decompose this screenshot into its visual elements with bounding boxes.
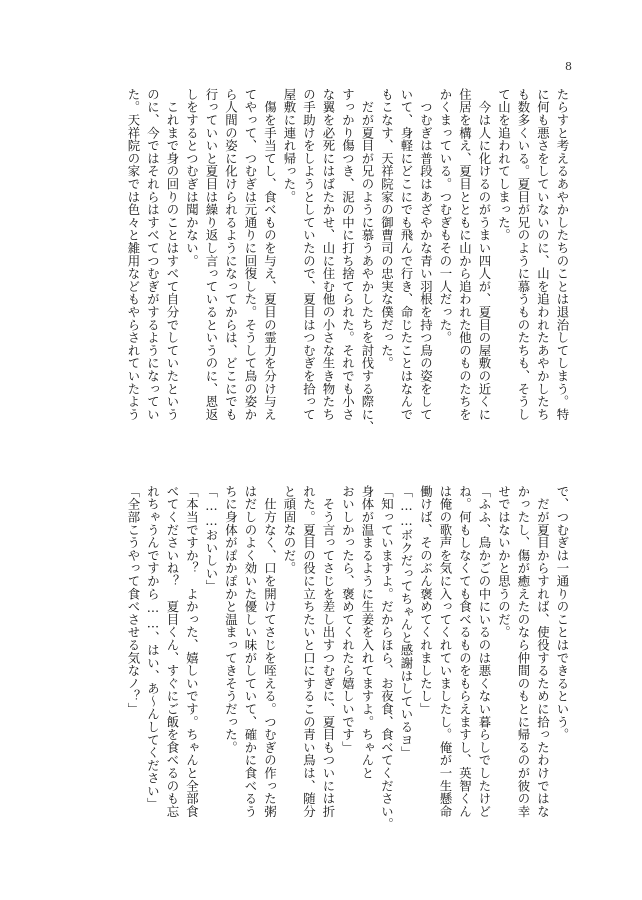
- text-line: で、つむぎは一通りのことはできるという。: [555, 485, 570, 741]
- text-line: 「……おいしい」: [204, 485, 219, 593]
- text-line: も数多くいる。夏目が兄のように慕うものたちも、そうし: [516, 88, 531, 421]
- text-line: しをするとつむぎは聞かない。: [184, 88, 200, 268]
- text-line: ね。何もしなくても食べるものをもらえますし、英智くん: [457, 485, 473, 818]
- lower-text-block: [72, 485, 572, 831]
- text-line: これまで身の回りのことはすべて自分でしていたという: [165, 88, 180, 421]
- text-line: の手助けをしようとしていたので、夏目はつむぎを拾って: [301, 88, 317, 421]
- text-line: いて、身軽にどこにでも飛んで行き、命じたことはなんで: [399, 88, 414, 421]
- text-line: れた。夏目の役に立ちたいと口にするこの青い鳥は、随分: [301, 485, 317, 818]
- text-line: 働けば、そのぶん褒めてくれましたし」: [418, 485, 434, 716]
- text-line: たらすと考えるあやかしたちのことは退治してしまう。特: [555, 88, 570, 421]
- text-line: 今は人に化けるのがうまい四人が、夏目の屋敷の近くに: [477, 88, 492, 421]
- text-line: かくまっている。つむぎもその一人だった。: [438, 88, 453, 344]
- text-line: かったし、傷が癒えたのなら仲間のもとに帰るのが彼の幸: [516, 485, 531, 818]
- text-line: 傷を手当てし、食べものを与え、夏目の霊力を分け与え: [262, 88, 278, 421]
- text-line: と頑固なのだ。: [282, 485, 297, 575]
- text-line: た。天祥院の家では色々と雑用などもやらされていたよう: [126, 88, 141, 421]
- text-line: 「……ボクだってちゃんと感謝はしているヨ」: [399, 485, 414, 759]
- text-line: ちに身体がぽかぽかと温まってきそうだった。: [223, 485, 239, 754]
- text-line: 「知っていますよ。だからほら、お夜食、食べてください。: [379, 485, 395, 831]
- text-line: に何も悪さをしていないのに、山を追われたあやかしたち: [535, 88, 551, 421]
- text-line: な翼を必死にはばたかせ、山に住む他の小さな生き物たち: [321, 88, 336, 421]
- text-line: は俺の歌声を気に入ってくれていましたし。俺が一生懸命: [438, 485, 453, 818]
- text-line: すっかり傷つき、泥の中に打ち捨てられた。それでも小さ: [340, 88, 356, 421]
- text-line: 身体が温まるように生姜を入れてますよ。ちゃんと: [360, 485, 375, 780]
- text-line: だが夏目が兄のように慕うあやかしたちを討伐する際に、: [360, 88, 375, 434]
- text-line: だが夏目からすれば、使役するために拾ったわけではな: [535, 485, 551, 818]
- text-line: れちゃうんですから……、はい、あ～んしてください」: [145, 485, 161, 811]
- text-line: のに、今ではそれらはすべてつむぎがするようになってい: [145, 88, 161, 421]
- text-line: そう言ってさじを差し出すつむぎに、夏目もついには折: [321, 485, 336, 818]
- text-line: つむぎは普段はあざやかな青い羽根を持つ鳥の姿をして: [418, 88, 434, 421]
- text-line: もこなす、天祥院家の御曹司の忠実な僕だった。: [379, 88, 395, 370]
- text-line: 「全部こうやって食べさせる気なノ？」: [126, 485, 141, 716]
- text-line: 住居を構え、夏目とともに山から追われた他のものたちを: [457, 88, 473, 421]
- text-line: べてくださいね？ 夏目くん、すぐにご飯を食べるのも忘: [165, 485, 180, 818]
- text-line: ら人間の姿に化けられるようになってからは、どこにでも: [223, 88, 239, 421]
- text-line: せではないかと思うのだ。: [496, 485, 512, 639]
- text-line: 「本当ですか？ よかった、嬉しいです。ちゃんと全部食: [184, 485, 200, 818]
- text-line: て山を追われてしまった。: [496, 88, 512, 242]
- upper-text-block: [72, 88, 572, 434]
- text-line: 仕方なく、口を開けてさじを咥える。つむぎの作った粥: [262, 485, 278, 818]
- text-line: はだしのよく効いた優しい味がしていて、確かに食べるう: [243, 485, 258, 818]
- text-line: 屋敷に連れ帰った。: [282, 88, 297, 204]
- text-line: 行っていいと夏目は繰り返し言っているというのに、恩返: [204, 88, 219, 421]
- text-line: おいしかったら、褒めてくれたら嬉しいです」: [340, 485, 356, 754]
- text-line: てやって、つむぎは元通りに回復した。そうして鳥の姿か: [243, 88, 258, 421]
- text-line: 「ふふ、鳥かごの中にいるのは悪くない暮らしでしたけど: [477, 485, 492, 818]
- page-number: 8: [565, 60, 572, 73]
